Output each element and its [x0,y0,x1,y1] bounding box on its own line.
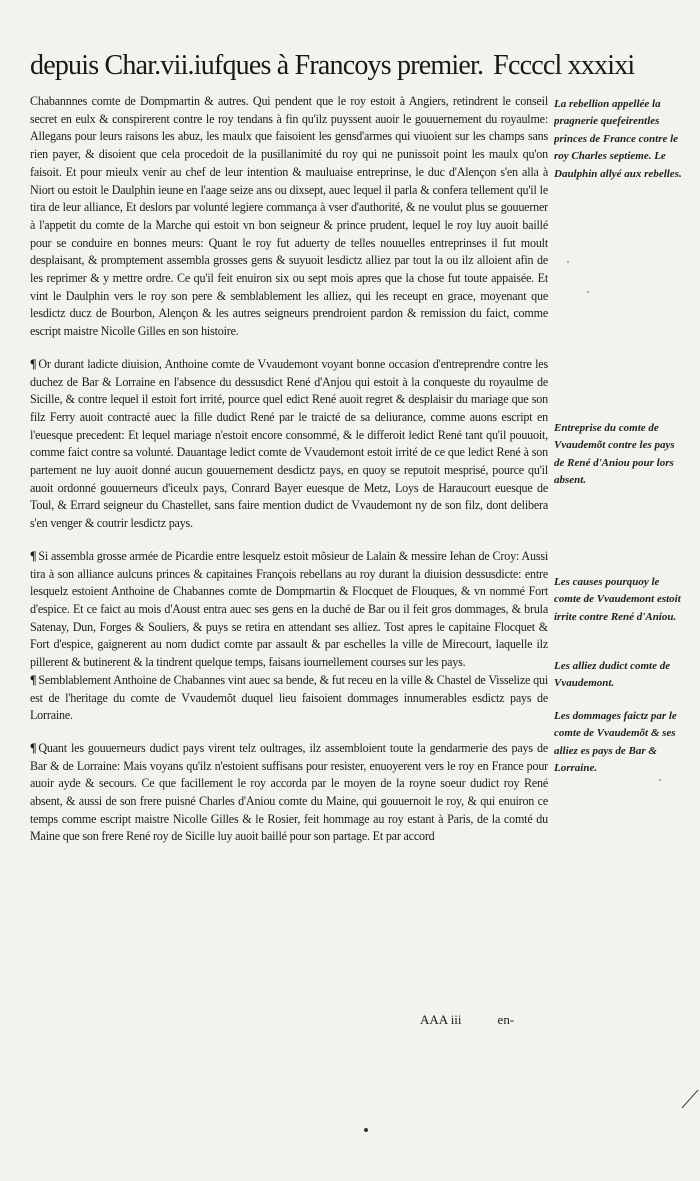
margin-note-1: La rebellion appellée la pragnerie quefeirentles princes de France contre le roy Charles septieme. Le Daulphin allyé aux rebelles. [554,98,682,180]
ink-speck [567,261,569,263]
running-title: depuis Char.vii.iufques à Francoys premier. [30,50,484,81]
pilcrow-icon: ¶ [30,356,37,371]
paragraph-5-text: Quant les gouuerneurs dudict pays virent telz oultrages, ilz assembloient toute la gendarmerie des pays de Bar & de Lorraine: Mais voyans qu'ilz n'estoient suffisans pour resister, enuoyerent vers le roy en France pour auoir ayde & secours. Ce que facillement le roy accorda par le moyen de la royne soeur dudict roy René absent, & aussi de son frere puisné Charles d'Aniou comte du Maine, qui gouuernoit le roy, & qui enuiron ce temps comme escript maistre Nicolle Gilles & le Rosier, feit hommage au roy estant à Paris, de la comté du Maine que son frere René roy de Sicille luy auoit baillé pour son partage. Et par accord [30,740,548,844]
ink-speck [659,779,661,781]
paragraph-1-text: Chabannnes comte de Dompmartin & autres. Qui pendent que le roy estoit à Angiers, retindrent le conseil secret en eulx & conspirerent contre le roy tendans à fin qu'ilz puyssent auoir le gouuernement du royaulme: Allegans pour leurs raisons les abuz, les maulx que faisoient les gensd'armes qui viuoient sur les champs sans rien payer, & disoient que cela procedoit de la pusillanimité du roy qui ne punissoit point les maulx qu'on faisoit. Et pour mieulx venir au chef de leur intention & mauluaise entreprinse, le duc d'Alençon s'en alla à Niort ou estoit le Daulphin ieune en l'aage seize ans ou dixsept, auec lequel il parla & confera tellement qu'il le tira de leur alliance, Et deslors par volunté legiere commança à vser d'authorité, & ne voulut plus se gouuerner à l'appetit du comte de la Marche qui estoit vn bon seigneur & prince prudent, lequel le roy luy auoit baillé pour se conduire en bonnes meurs: Quant le roy fut aduerty de telles nouuelles entreprinses il fut moult desplaisant, & promptement assembla grosses gens & suyuoit lesdictz alliez par tout la ou ilz alloient afin de les reprimer & y mettre ordre. Ce qu'il feit enuiron six ou sept mois apres que la chose fut toute appaisée. Et vint le Daulphin vers le roy son pere & semblablement les alliez, qui les receupt en grace, moyenant que lesdictz ducz de Bourbon, Alençon & les autres seigneurs prendroient pardon & remission du faict, comme escript maistre Nicolle Gilles en son histoire. [30,94,548,339]
margin-note-2: Entreprise du comte de Vvaudemõt contre les pays de René d'Aniou pour lors absent. [554,422,675,487]
pilcrow-icon: ¶ [30,672,37,687]
paragraph-3-text: Si assembla grosse armée de Picardie entre lesquelz estoit mõsieur de Lalain & messire Iehan de Croy: Aussi tira à son alliance aulcuns princes & capitaines François rebellans au roy durant la diuision dessusdicte: entre lesquelz estoient Anthoine de Chabannes comte de Dompmartin & Flocquet de Flouques, & vn nommé Fort d'espice. Et ce faict au mois d'Aoust entra auec ses gens en la duché de Bar ou il feit gros dommages, & brula Satenay, Dun, Forges & Souliers, & puys se retira en attendant ses alliez. Tost apres le capitaine Flocquet & Fort d'espice, gaignerent au nom dudict comte par assault & par eschelles la ville de Mirecourt, laquelle ilz pillerent & butinerent & la tindrent quelque temps, faisans iournellement courses sur les pays. [30,548,548,670]
catchword: en- [497,1012,515,1027]
pilcrow-icon: ¶ [30,548,37,563]
folio-number: Fccccl xxxixi [493,50,635,81]
ink-speck [587,291,589,293]
margin-note-5: Les dommages faictz par le comte de Vvaudemõt & ses alliez es pays de Bar & Lorraine. [554,710,677,775]
paragraph-2-text: Or durant ladicte diuision, Anthoine comte de Vvaudemont voyant bonne occasion d'entreprendre contre les duchez de Bar & Lorraine en l'absence du dessusdict René d'Anjou qui estoit à la conqueste du royaulme de Sicille, & contre lequel il estoit fort irrité, pource quel edict René auoit regret & desplaisir du mariage que son filz Ferry auoit contracté auec la fille dudict René par le traicté de sa deliurance, comme auons escript en l'euesque precedent: Et lequel mariage n'estoit encore consommé, & le differoit ledict René tant qu'il pouuoit, comme faict contre sa volunté. Dauantage ledict comte de Vvaudemont estoit irrité de ce que ledict René à son partement ne luy auoit donné aucun gouuernement desdictz pays, en quoy se reputoit mesprisé, pource qu'il auoit ordonné gouuerneurs d'iceulx pays, Conrard Bayer euesque de Metz, Loys de Haraucourt euesque de Toul, & Errard seigneur du Chastellet, sans faire mention dudict de Vvaudemont ny de son filz, dont delibera s'en venger & coutrir lesdictz pays. [30,356,548,531]
ink-speck [364,1128,368,1132]
pilcrow-icon: ¶ [30,740,37,755]
signature-mark: AAA iii [420,1012,462,1027]
margin-note-3: Les causes pourquoy le comte de Vvaudemont estoit irrite contre René d'Aniou. [554,576,681,623]
page-edge-mark [682,1090,698,1108]
paragraph-4-text: Semblablement Anthoine de Chabannes vint auec sa bende, & fut receu en la ville & Chastel de Visselize qui est de l'heritage du comte de Vvaudemõt duquel lieu faisoient dommages innumerables esdictz pays de Lorraine. [30,672,548,723]
margin-note-4: Les alliez dudict comte de Vvaudemont. [554,660,671,690]
